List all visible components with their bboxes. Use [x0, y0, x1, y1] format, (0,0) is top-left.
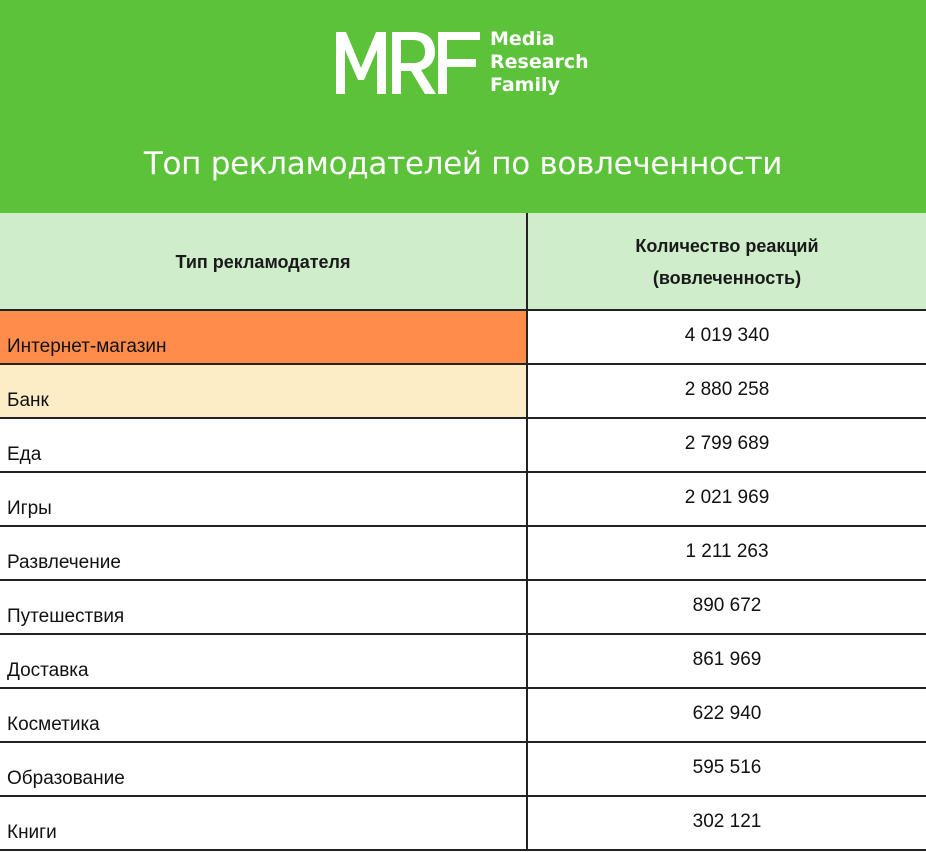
advertiser-type-cell: Развлечение — [7, 552, 121, 573]
page-title: Топ рекламодателей по вовлеченности — [143, 146, 783, 182]
reactions-count-cell: 1 211 263 — [685, 541, 769, 562]
reactions-count-cell: 890 672 — [692, 595, 762, 616]
logo-line-media: Media — [490, 28, 555, 50]
table-row — [0, 581, 926, 635]
reactions-count-cell: 622 940 — [692, 703, 762, 724]
logo-letters — [334, 28, 482, 96]
table-header — [0, 213, 926, 311]
advertiser-type-cell: Косметика — [7, 714, 100, 735]
table-row — [0, 365, 926, 419]
table-row — [0, 797, 926, 851]
table-row — [0, 311, 926, 365]
table-row — [0, 419, 926, 473]
logo-line-family: Family — [490, 74, 560, 96]
advertiser-type-cell: Путешествия — [7, 606, 125, 627]
advertiser-type-cell: Доставка — [7, 660, 89, 681]
advertiser-type-cell: Игры — [7, 498, 52, 519]
reactions-count-cell: 2 799 689 — [684, 433, 770, 454]
mrf-logo — [334, 28, 598, 98]
column-header-reactions — [528, 213, 926, 311]
reactions-count-cell: 2 021 969 — [684, 487, 770, 508]
table-row — [0, 689, 926, 743]
table-body — [0, 311, 926, 851]
column-header-reactions-line1: Количество реакций — [635, 236, 819, 256]
table-row — [0, 635, 926, 689]
table-row — [0, 743, 926, 797]
reactions-count-cell: 4 019 340 — [684, 325, 770, 346]
header-banner — [0, 0, 926, 213]
reactions-count-cell: 2 880 258 — [684, 379, 770, 400]
logo-line-research: Research — [490, 51, 589, 73]
table-row — [0, 527, 926, 581]
advertiser-type-cell: Интернет-магазин — [0, 311, 526, 363]
advertiser-type-cell: Еда — [7, 444, 42, 465]
advertiser-type-cell: Банк — [0, 365, 526, 417]
reactions-count-cell: 595 516 — [692, 757, 762, 778]
advertiser-type-cell: Книги — [7, 822, 57, 843]
column-header-type: Тип рекламодателя — [175, 251, 351, 272]
table-row — [0, 473, 926, 527]
column-header-reactions-line2: (вовлеченность) — [652, 268, 802, 288]
reactions-count-cell: 861 969 — [692, 649, 762, 670]
advertisers-table — [0, 213, 926, 851]
advertiser-type-cell: Образование — [7, 768, 125, 789]
reactions-count-cell: 302 121 — [692, 811, 762, 832]
logo-subtitle — [490, 28, 602, 97]
